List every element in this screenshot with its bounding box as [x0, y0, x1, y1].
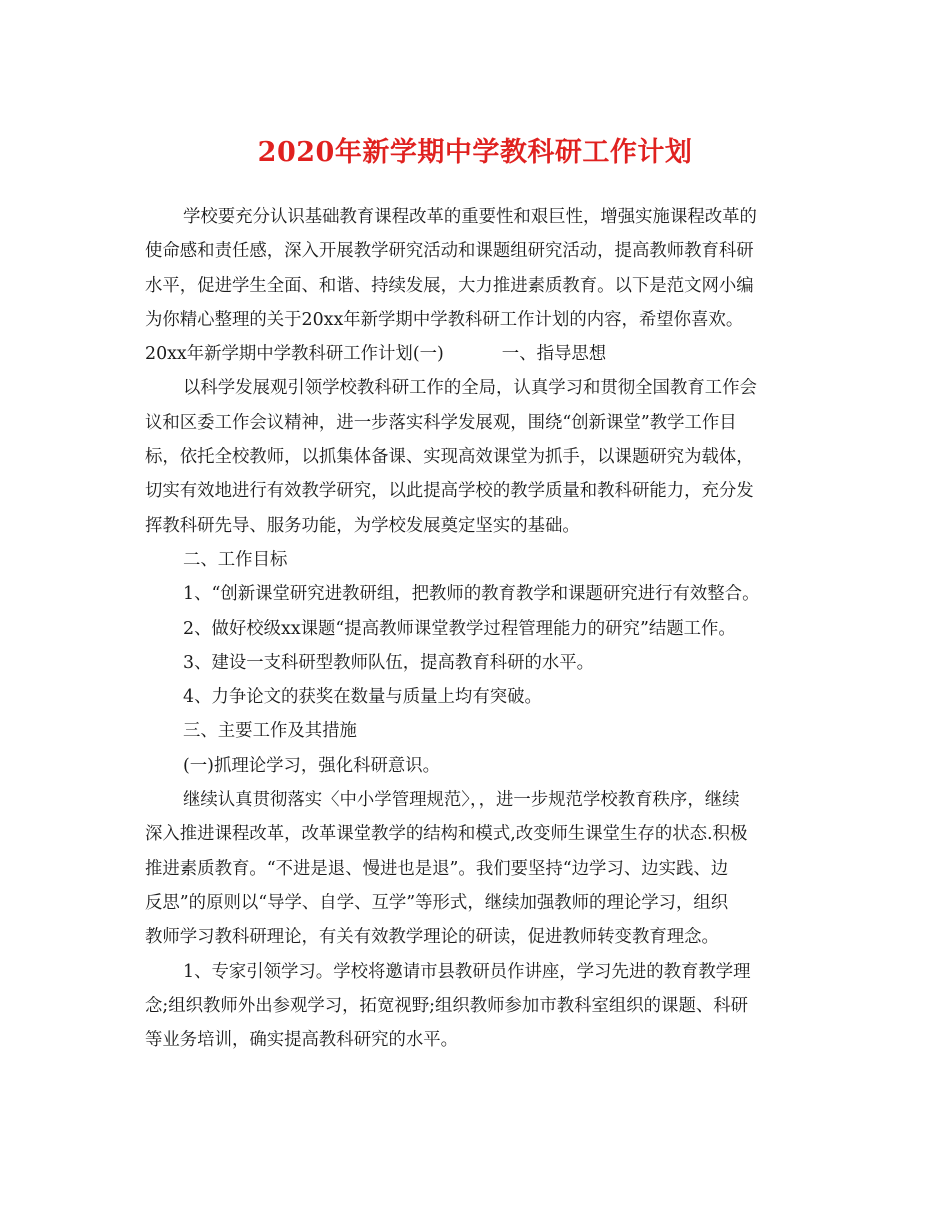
body-line-2: 使命感和责任感，深入开展教学研究活动和课题组研究活动，提高教师教育科研: [145, 241, 754, 262]
body-line-5: [145, 337, 810, 371]
body-line-9: 切实有效地进行有效教学研究，以此提高学校的教学质量和教科研能力，充分发: [145, 481, 754, 502]
body-line-8: 标，依托全校教师，以抓集体备课、实现高效课堂为抓手，以课题研究为载体，: [145, 447, 754, 468]
body-line-20: 推进素质教育。“不进是退、慢进也是退”。我们要坚持“边学习、边实践、边: [145, 858, 729, 879]
section-heading-goals: 二、工作目标: [183, 549, 288, 570]
document-body: [145, 200, 810, 1057]
goal-item-3: 3、建设一支科研型教师队伍，提高教育科研的水平。: [183, 652, 595, 673]
body-line-22: 教师学习教科研理论，有关有效教学理论的研读，促进教师转变教育理念。: [145, 927, 719, 948]
body-line-1: 学校要充分认识基础教育课程改革的重要性和艰巨性，增强实施课程改革的: [183, 207, 757, 227]
goal-item-1: 1、“创新课堂研究进教研组，把教师的教育教学和课题研究进行有效整合。: [183, 584, 760, 605]
body-line-23: 1、专家引领学习。学校将邀请市县教研员作讲座，学习先进的教育教学理: [183, 961, 751, 982]
section-heading-plan-one: 20xx年新学期中学教科研工作计划(一): [145, 344, 444, 365]
body-line-19: 深入推进课程改革，改革课堂教学的结构和模式,改变师生课堂生存的状态.积极: [145, 824, 748, 845]
subsection-heading-theory: (一)抓理论学习，强化科研意识。: [183, 755, 441, 776]
goal-item-2: 2、做好校级xx课题“提高教师课堂教学过程管理能力的研究”结题工作。: [183, 618, 736, 639]
document-title: 2020年新学期中学教科研工作计划: [257, 137, 693, 168]
section-heading-guiding-thought: 一、指导思想: [501, 344, 607, 365]
body-line-6: 以科学发展观引领学校教科研工作的全局，认真学习和贯彻全国教育工作会: [183, 378, 757, 399]
body-line-7: 议和区委工作会议精神，进一步落实科学发展观，围绕“创新课堂”教学工作目: [145, 412, 737, 433]
body-line-24: 念;组织教师外出参观学习，拓宽视野;组织教师参加市教科室组织的课题、科研: [145, 995, 749, 1016]
body-line-18: 继续认真贯彻落实〈中小学管理规范〉，，进一步规范学校教育秩序，继续: [183, 790, 740, 811]
goal-item-4: 4、力争论文的获奖在数量与质量上均有突破。: [183, 687, 542, 708]
body-line-3: 水平，促进学生全面、和谐、持续发展，大力推进素质教育。以下是范文网小编: [145, 275, 754, 296]
body-line-21: 反思”的原则以“导学、自学、互学”等形式，继续加强教师的理论学习，组织: [145, 892, 729, 913]
body-line-4: 为你精心整理的关于20xx年新学期中学教科研工作计划的内容，希望你喜欢。: [145, 309, 744, 330]
body-line-25: 等业务培训，确实提高教科研究的水平。: [145, 1030, 459, 1051]
body-line-10: 挥教科研先导、服务功能，为学校发展奠定坚实的基础。: [145, 515, 580, 536]
section-heading-measures: 三、主要工作及其措施: [183, 721, 357, 742]
